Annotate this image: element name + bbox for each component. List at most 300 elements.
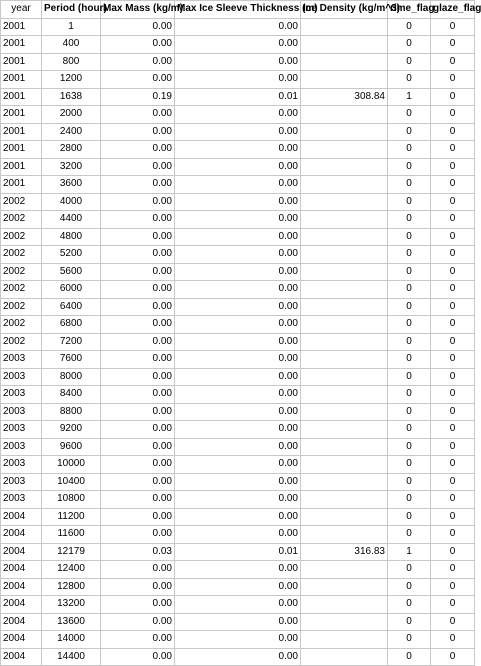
cell-period[interactable]: 2000 bbox=[42, 106, 101, 124]
cell-ice-density[interactable] bbox=[301, 263, 388, 281]
cell-period[interactable]: 7200 bbox=[42, 333, 101, 351]
table-row bbox=[1, 228, 475, 246]
table-row bbox=[1, 298, 475, 316]
cell-max-ice-sleeve-thickness[interactable]: 0.00 bbox=[175, 193, 301, 211]
cell-period[interactable]: 6800 bbox=[42, 316, 101, 334]
cell-period[interactable]: 10400 bbox=[42, 473, 101, 491]
cell-max-ice-sleeve-thickness[interactable]: 0.00 bbox=[175, 456, 301, 474]
cell-rime-flag[interactable]: 0 bbox=[388, 18, 431, 36]
cell-ice-density[interactable] bbox=[301, 386, 388, 404]
cell-rime-flag[interactable]: 0 bbox=[388, 631, 431, 649]
cell-max-mass[interactable]: 0.00 bbox=[101, 141, 175, 159]
cell-glaze-flag[interactable]: 0 bbox=[431, 526, 475, 544]
cell-rime-flag[interactable]: 0 bbox=[388, 648, 431, 666]
cell-max-ice-sleeve-thickness[interactable]: 0.01 bbox=[175, 88, 301, 106]
cell-max-mass[interactable]: 0.00 bbox=[101, 438, 175, 456]
cell-max-mass[interactable]: 0.00 bbox=[101, 421, 175, 439]
table-row bbox=[1, 88, 475, 106]
cell-ice-density[interactable] bbox=[301, 561, 388, 579]
table-row bbox=[1, 351, 475, 369]
cell-max-mass[interactable]: 0.00 bbox=[101, 246, 175, 264]
table-row bbox=[1, 631, 475, 649]
table-row bbox=[1, 491, 475, 509]
cell-period[interactable]: 10800 bbox=[42, 491, 101, 509]
cell-rime-flag[interactable]: 0 bbox=[388, 193, 431, 211]
header-period[interactable]: Period (hour) bbox=[42, 1, 101, 19]
cell-max-mass[interactable]: 0.00 bbox=[101, 648, 175, 666]
cell-rime-flag[interactable]: 0 bbox=[388, 281, 431, 299]
cell-max-ice-sleeve-thickness[interactable]: 0.00 bbox=[175, 263, 301, 281]
header-row bbox=[1, 1, 475, 19]
cell-rime-flag[interactable]: 1 bbox=[388, 88, 431, 106]
cell-year[interactable]: 2004 bbox=[1, 613, 42, 631]
cell-max-mass[interactable]: 0.00 bbox=[101, 316, 175, 334]
cell-ice-density[interactable] bbox=[301, 351, 388, 369]
cell-period[interactable]: 12800 bbox=[42, 578, 101, 596]
cell-year[interactable]: 2004 bbox=[1, 561, 42, 579]
cell-max-ice-sleeve-thickness[interactable]: 0.00 bbox=[175, 36, 301, 54]
table-row bbox=[1, 106, 475, 124]
cell-year[interactable]: 2002 bbox=[1, 333, 42, 351]
cell-ice-density[interactable] bbox=[301, 456, 388, 474]
cell-max-mass[interactable]: 0.00 bbox=[101, 193, 175, 211]
cell-period[interactable]: 13600 bbox=[42, 613, 101, 631]
cell-max-ice-sleeve-thickness[interactable]: 0.00 bbox=[175, 473, 301, 491]
table-row bbox=[1, 18, 475, 36]
cell-period[interactable]: 8800 bbox=[42, 403, 101, 421]
cell-max-mass[interactable]: 0.00 bbox=[101, 281, 175, 299]
cell-max-mass[interactable]: 0.00 bbox=[101, 228, 175, 246]
cell-ice-density[interactable] bbox=[301, 141, 388, 159]
cell-year[interactable]: 2001 bbox=[1, 106, 42, 124]
cell-ice-density[interactable] bbox=[301, 281, 388, 299]
cell-max-mass[interactable]: 0.00 bbox=[101, 508, 175, 526]
table-row bbox=[1, 578, 475, 596]
cell-year[interactable]: 2004 bbox=[1, 596, 42, 614]
cell-ice-density[interactable] bbox=[301, 36, 388, 54]
cell-rime-flag[interactable]: 0 bbox=[388, 228, 431, 246]
cell-year[interactable]: 2003 bbox=[1, 368, 42, 386]
cell-max-ice-sleeve-thickness[interactable]: 0.00 bbox=[175, 351, 301, 369]
cell-year[interactable]: 2001 bbox=[1, 176, 42, 194]
cell-max-mass[interactable]: 0.00 bbox=[101, 53, 175, 71]
cell-max-mass[interactable]: 0.00 bbox=[101, 333, 175, 351]
cell-glaze-flag[interactable]: 0 bbox=[431, 648, 475, 666]
cell-glaze-flag[interactable]: 0 bbox=[431, 386, 475, 404]
header-rime-flag[interactable]: rime_flag bbox=[388, 1, 431, 19]
cell-max-mass[interactable]: 0.00 bbox=[101, 403, 175, 421]
table-row bbox=[1, 613, 475, 631]
cell-year[interactable]: 2001 bbox=[1, 18, 42, 36]
cell-max-ice-sleeve-thickness[interactable]: 0.00 bbox=[175, 246, 301, 264]
cell-rime-flag[interactable]: 0 bbox=[388, 71, 431, 89]
cell-rime-flag[interactable]: 0 bbox=[388, 386, 431, 404]
table-row bbox=[1, 526, 475, 544]
cell-ice-density[interactable] bbox=[301, 53, 388, 71]
table-row bbox=[1, 71, 475, 89]
cell-year[interactable]: 2003 bbox=[1, 473, 42, 491]
table-row bbox=[1, 263, 475, 281]
cell-year[interactable]: 2001 bbox=[1, 141, 42, 159]
cell-glaze-flag[interactable]: 0 bbox=[431, 193, 475, 211]
cell-glaze-flag[interactable]: 0 bbox=[431, 491, 475, 509]
cell-ice-density[interactable] bbox=[301, 333, 388, 351]
cell-period[interactable]: 9600 bbox=[42, 438, 101, 456]
table-row bbox=[1, 421, 475, 439]
cell-year[interactable]: 2003 bbox=[1, 491, 42, 509]
cell-year[interactable]: 2001 bbox=[1, 53, 42, 71]
cell-max-ice-sleeve-thickness[interactable]: 0.01 bbox=[175, 543, 301, 561]
cell-ice-density[interactable] bbox=[301, 403, 388, 421]
cell-rime-flag[interactable]: 0 bbox=[388, 491, 431, 509]
cell-glaze-flag[interactable]: 0 bbox=[431, 71, 475, 89]
cell-year[interactable]: 2004 bbox=[1, 648, 42, 666]
cell-year[interactable]: 2003 bbox=[1, 421, 42, 439]
cell-rime-flag[interactable]: 0 bbox=[388, 421, 431, 439]
cell-year[interactable]: 2004 bbox=[1, 508, 42, 526]
cell-max-ice-sleeve-thickness[interactable]: 0.00 bbox=[175, 648, 301, 666]
cell-max-ice-sleeve-thickness[interactable]: 0.00 bbox=[175, 578, 301, 596]
table-row bbox=[1, 403, 475, 421]
cell-ice-density[interactable] bbox=[301, 648, 388, 666]
cell-max-ice-sleeve-thickness[interactable]: 0.00 bbox=[175, 228, 301, 246]
table-row bbox=[1, 176, 475, 194]
table-row bbox=[1, 438, 475, 456]
cell-glaze-flag[interactable]: 0 bbox=[431, 106, 475, 124]
table-row bbox=[1, 281, 475, 299]
cell-glaze-flag[interactable]: 0 bbox=[431, 36, 475, 54]
cell-max-mass[interactable]: 0.00 bbox=[101, 491, 175, 509]
cell-rime-flag[interactable]: 0 bbox=[388, 613, 431, 631]
cell-glaze-flag[interactable]: 0 bbox=[431, 403, 475, 421]
cell-max-mass[interactable]: 0.00 bbox=[101, 578, 175, 596]
cell-period[interactable]: 6400 bbox=[42, 298, 101, 316]
cell-year[interactable]: 2001 bbox=[1, 36, 42, 54]
header-ice-density[interactable]: Ice Density (kg/m^3) bbox=[301, 1, 388, 19]
cell-glaze-flag[interactable]: 0 bbox=[431, 438, 475, 456]
cell-ice-density[interactable] bbox=[301, 228, 388, 246]
cell-ice-density[interactable] bbox=[301, 508, 388, 526]
cell-max-mass[interactable]: 0.00 bbox=[101, 123, 175, 141]
cell-period[interactable]: 14400 bbox=[42, 648, 101, 666]
cell-max-ice-sleeve-thickness[interactable]: 0.00 bbox=[175, 53, 301, 71]
cell-max-ice-sleeve-thickness[interactable]: 0.00 bbox=[175, 403, 301, 421]
cell-max-ice-sleeve-thickness[interactable]: 0.00 bbox=[175, 106, 301, 124]
cell-ice-density[interactable] bbox=[301, 368, 388, 386]
cell-glaze-flag[interactable]: 0 bbox=[431, 578, 475, 596]
cell-max-mass[interactable]: 0.00 bbox=[101, 263, 175, 281]
cell-year[interactable]: 2002 bbox=[1, 211, 42, 229]
cell-rime-flag[interactable]: 0 bbox=[388, 351, 431, 369]
cell-period[interactable]: 9200 bbox=[42, 421, 101, 439]
cell-period[interactable]: 800 bbox=[42, 53, 101, 71]
cell-max-ice-sleeve-thickness[interactable]: 0.00 bbox=[175, 333, 301, 351]
cell-max-mass[interactable]: 0.19 bbox=[101, 88, 175, 106]
cell-period[interactable]: 2800 bbox=[42, 141, 101, 159]
cell-ice-density[interactable] bbox=[301, 193, 388, 211]
cell-glaze-flag[interactable]: 0 bbox=[431, 368, 475, 386]
cell-ice-density[interactable] bbox=[301, 211, 388, 229]
cell-glaze-flag[interactable]: 0 bbox=[431, 246, 475, 264]
cell-period[interactable]: 8000 bbox=[42, 368, 101, 386]
table-row bbox=[1, 193, 475, 211]
cell-rime-flag[interactable]: 0 bbox=[388, 298, 431, 316]
cell-year[interactable]: 2001 bbox=[1, 158, 42, 176]
cell-rime-flag[interactable]: 0 bbox=[388, 578, 431, 596]
cell-max-ice-sleeve-thickness[interactable]: 0.00 bbox=[175, 421, 301, 439]
cell-period[interactable]: 12179 bbox=[42, 543, 101, 561]
cell-ice-density[interactable] bbox=[301, 158, 388, 176]
cell-rime-flag[interactable]: 0 bbox=[388, 176, 431, 194]
cell-ice-density[interactable] bbox=[301, 176, 388, 194]
cell-rime-flag[interactable]: 0 bbox=[388, 211, 431, 229]
table-row bbox=[1, 648, 475, 666]
cell-max-mass[interactable]: 0.00 bbox=[101, 386, 175, 404]
cell-year[interactable]: 2003 bbox=[1, 438, 42, 456]
cell-period[interactable]: 8400 bbox=[42, 386, 101, 404]
cell-max-ice-sleeve-thickness[interactable]: 0.00 bbox=[175, 71, 301, 89]
cell-glaze-flag[interactable]: 0 bbox=[431, 141, 475, 159]
cell-year[interactable]: 2002 bbox=[1, 246, 42, 264]
cell-max-ice-sleeve-thickness[interactable]: 0.00 bbox=[175, 438, 301, 456]
cell-ice-density[interactable] bbox=[301, 473, 388, 491]
cell-glaze-flag[interactable]: 0 bbox=[431, 421, 475, 439]
cell-rime-flag[interactable]: 0 bbox=[388, 106, 431, 124]
cell-max-ice-sleeve-thickness[interactable]: 0.00 bbox=[175, 176, 301, 194]
cell-ice-density[interactable] bbox=[301, 421, 388, 439]
cell-max-ice-sleeve-thickness[interactable]: 0.00 bbox=[175, 158, 301, 176]
cell-year[interactable]: 2002 bbox=[1, 228, 42, 246]
cell-max-mass[interactable]: 0.00 bbox=[101, 631, 175, 649]
cell-period[interactable]: 7600 bbox=[42, 351, 101, 369]
cell-rime-flag[interactable]: 0 bbox=[388, 263, 431, 281]
cell-max-ice-sleeve-thickness[interactable]: 0.00 bbox=[175, 561, 301, 579]
cell-glaze-flag[interactable]: 0 bbox=[431, 351, 475, 369]
cell-year[interactable]: 2003 bbox=[1, 386, 42, 404]
cell-year[interactable]: 2003 bbox=[1, 351, 42, 369]
cell-year[interactable]: 2004 bbox=[1, 631, 42, 649]
cell-ice-density[interactable] bbox=[301, 106, 388, 124]
cell-rime-flag[interactable]: 0 bbox=[388, 473, 431, 491]
header-glaze-flag[interactable]: glaze_flag bbox=[431, 1, 475, 19]
cell-max-ice-sleeve-thickness[interactable]: 0.00 bbox=[175, 123, 301, 141]
cell-max-mass[interactable]: 0.00 bbox=[101, 351, 175, 369]
cell-ice-density[interactable] bbox=[301, 596, 388, 614]
cell-glaze-flag[interactable]: 0 bbox=[431, 456, 475, 474]
cell-max-ice-sleeve-thickness[interactable]: 0.00 bbox=[175, 613, 301, 631]
cell-max-ice-sleeve-thickness[interactable]: 0.00 bbox=[175, 526, 301, 544]
cell-ice-density[interactable]: 308.84 bbox=[301, 88, 388, 106]
table-row bbox=[1, 211, 475, 229]
cell-year[interactable]: 2001 bbox=[1, 88, 42, 106]
cell-max-mass[interactable]: 0.00 bbox=[101, 473, 175, 491]
cell-max-mass[interactable]: 0.00 bbox=[101, 18, 175, 36]
cell-glaze-flag[interactable]: 0 bbox=[431, 18, 475, 36]
cell-period[interactable]: 6000 bbox=[42, 281, 101, 299]
cell-period[interactable]: 5600 bbox=[42, 263, 101, 281]
cell-period[interactable]: 12400 bbox=[42, 561, 101, 579]
header-year[interactable]: year bbox=[1, 1, 42, 19]
cell-glaze-flag[interactable]: 0 bbox=[431, 211, 475, 229]
cell-ice-density[interactable] bbox=[301, 246, 388, 264]
cell-rime-flag[interactable]: 0 bbox=[388, 508, 431, 526]
cell-max-mass[interactable]: 0.00 bbox=[101, 456, 175, 474]
cell-ice-density[interactable]: 316.83 bbox=[301, 543, 388, 561]
table-row bbox=[1, 508, 475, 526]
cell-glaze-flag[interactable]: 0 bbox=[431, 631, 475, 649]
cell-glaze-flag[interactable]: 0 bbox=[431, 281, 475, 299]
table-row bbox=[1, 473, 475, 491]
cell-max-ice-sleeve-thickness[interactable]: 0.00 bbox=[175, 316, 301, 334]
cell-rime-flag[interactable]: 0 bbox=[388, 438, 431, 456]
cell-max-mass[interactable]: 0.00 bbox=[101, 106, 175, 124]
cell-max-mass[interactable]: 0.00 bbox=[101, 158, 175, 176]
cell-period[interactable]: 4400 bbox=[42, 211, 101, 229]
cell-max-ice-sleeve-thickness[interactable]: 0.00 bbox=[175, 281, 301, 299]
cell-max-mass[interactable]: 0.00 bbox=[101, 176, 175, 194]
cell-year[interactable]: 2002 bbox=[1, 316, 42, 334]
cell-glaze-flag[interactable]: 0 bbox=[431, 298, 475, 316]
cell-rime-flag[interactable]: 0 bbox=[388, 158, 431, 176]
cell-glaze-flag[interactable]: 0 bbox=[431, 561, 475, 579]
cell-rime-flag[interactable]: 1 bbox=[388, 543, 431, 561]
cell-rime-flag[interactable]: 0 bbox=[388, 316, 431, 334]
cell-max-mass[interactable]: 0.00 bbox=[101, 561, 175, 579]
cell-ice-density[interactable] bbox=[301, 18, 388, 36]
cell-period[interactable]: 5200 bbox=[42, 246, 101, 264]
cell-rime-flag[interactable]: 0 bbox=[388, 123, 431, 141]
cell-ice-density[interactable] bbox=[301, 491, 388, 509]
table-row bbox=[1, 36, 475, 54]
table-row bbox=[1, 316, 475, 334]
cell-max-ice-sleeve-thickness[interactable]: 0.00 bbox=[175, 386, 301, 404]
header-max-ice-sleeve-thickness[interactable]: Max Ice Sleeve Thickness (m) bbox=[175, 1, 301, 19]
cell-year[interactable]: 2004 bbox=[1, 543, 42, 561]
cell-max-ice-sleeve-thickness[interactable]: 0.00 bbox=[175, 18, 301, 36]
cell-glaze-flag[interactable]: 0 bbox=[431, 613, 475, 631]
cell-max-mass[interactable]: 0.00 bbox=[101, 71, 175, 89]
cell-max-mass[interactable]: 0.00 bbox=[101, 211, 175, 229]
cell-max-mass[interactable]: 0.00 bbox=[101, 298, 175, 316]
cell-period[interactable]: 1200 bbox=[42, 71, 101, 89]
cell-rime-flag[interactable]: 0 bbox=[388, 561, 431, 579]
cell-glaze-flag[interactable]: 0 bbox=[431, 508, 475, 526]
table-row bbox=[1, 53, 475, 71]
cell-max-ice-sleeve-thickness[interactable]: 0.00 bbox=[175, 596, 301, 614]
cell-ice-density[interactable] bbox=[301, 316, 388, 334]
cell-glaze-flag[interactable]: 0 bbox=[431, 263, 475, 281]
cell-period[interactable]: 2400 bbox=[42, 123, 101, 141]
cell-year[interactable]: 2001 bbox=[1, 71, 42, 89]
cell-ice-density[interactable] bbox=[301, 123, 388, 141]
cell-period[interactable]: 3600 bbox=[42, 176, 101, 194]
cell-max-ice-sleeve-thickness[interactable]: 0.00 bbox=[175, 298, 301, 316]
cell-period[interactable]: 3200 bbox=[42, 158, 101, 176]
cell-year[interactable]: 2002 bbox=[1, 263, 42, 281]
cell-max-ice-sleeve-thickness[interactable]: 0.00 bbox=[175, 141, 301, 159]
cell-glaze-flag[interactable]: 0 bbox=[431, 88, 475, 106]
cell-glaze-flag[interactable]: 0 bbox=[431, 596, 475, 614]
cell-glaze-flag[interactable]: 0 bbox=[431, 176, 475, 194]
cell-ice-density[interactable] bbox=[301, 613, 388, 631]
cell-year[interactable]: 2004 bbox=[1, 526, 42, 544]
cell-rime-flag[interactable]: 0 bbox=[388, 246, 431, 264]
cell-year[interactable]: 2002 bbox=[1, 193, 42, 211]
cell-period[interactable]: 10000 bbox=[42, 456, 101, 474]
cell-glaze-flag[interactable]: 0 bbox=[431, 333, 475, 351]
cell-max-mass[interactable]: 0.03 bbox=[101, 543, 175, 561]
cell-period[interactable]: 11600 bbox=[42, 526, 101, 544]
cell-max-mass[interactable]: 0.00 bbox=[101, 526, 175, 544]
cell-period[interactable]: 400 bbox=[42, 36, 101, 54]
table-row bbox=[1, 386, 475, 404]
cell-year[interactable]: 2002 bbox=[1, 281, 42, 299]
cell-period[interactable]: 14000 bbox=[42, 631, 101, 649]
cell-max-mass[interactable]: 0.00 bbox=[101, 36, 175, 54]
cell-period[interactable]: 11200 bbox=[42, 508, 101, 526]
cell-year[interactable]: 2002 bbox=[1, 298, 42, 316]
cell-ice-density[interactable] bbox=[301, 298, 388, 316]
cell-max-ice-sleeve-thickness[interactable]: 0.00 bbox=[175, 508, 301, 526]
cell-period[interactable]: 4800 bbox=[42, 228, 101, 246]
cell-rime-flag[interactable]: 0 bbox=[388, 53, 431, 71]
cell-rime-flag[interactable]: 0 bbox=[388, 141, 431, 159]
cell-period[interactable]: 1638 bbox=[42, 88, 101, 106]
cell-year[interactable]: 2001 bbox=[1, 123, 42, 141]
cell-glaze-flag[interactable]: 0 bbox=[431, 158, 475, 176]
cell-glaze-flag[interactable]: 0 bbox=[431, 543, 475, 561]
cell-ice-density[interactable] bbox=[301, 438, 388, 456]
table-row bbox=[1, 543, 475, 561]
cell-rime-flag[interactable]: 0 bbox=[388, 596, 431, 614]
cell-ice-density[interactable] bbox=[301, 578, 388, 596]
cell-year[interactable]: 2004 bbox=[1, 578, 42, 596]
cell-rime-flag[interactable]: 0 bbox=[388, 333, 431, 351]
cell-glaze-flag[interactable]: 0 bbox=[431, 228, 475, 246]
table-row bbox=[1, 456, 475, 474]
cell-glaze-flag[interactable]: 0 bbox=[431, 123, 475, 141]
table-row bbox=[1, 123, 475, 141]
cell-period[interactable]: 4000 bbox=[42, 193, 101, 211]
cell-max-mass[interactable]: 0.00 bbox=[101, 368, 175, 386]
cell-rime-flag[interactable]: 0 bbox=[388, 456, 431, 474]
table-row bbox=[1, 561, 475, 579]
cell-ice-density[interactable] bbox=[301, 526, 388, 544]
cell-rime-flag[interactable]: 0 bbox=[388, 526, 431, 544]
cell-ice-density[interactable] bbox=[301, 631, 388, 649]
cell-glaze-flag[interactable]: 0 bbox=[431, 316, 475, 334]
cell-period[interactable]: 13200 bbox=[42, 596, 101, 614]
cell-rime-flag[interactable]: 0 bbox=[388, 368, 431, 386]
cell-rime-flag[interactable]: 0 bbox=[388, 403, 431, 421]
table-row bbox=[1, 158, 475, 176]
cell-year[interactable]: 2003 bbox=[1, 403, 42, 421]
cell-ice-density[interactable] bbox=[301, 71, 388, 89]
cell-max-mass[interactable]: 0.00 bbox=[101, 596, 175, 614]
cell-glaze-flag[interactable]: 0 bbox=[431, 53, 475, 71]
cell-max-ice-sleeve-thickness[interactable]: 0.00 bbox=[175, 631, 301, 649]
table-row bbox=[1, 368, 475, 386]
cell-period[interactable]: 1 bbox=[42, 18, 101, 36]
cell-max-ice-sleeve-thickness[interactable]: 0.00 bbox=[175, 211, 301, 229]
cell-max-ice-sleeve-thickness[interactable]: 0.00 bbox=[175, 368, 301, 386]
cell-max-ice-sleeve-thickness[interactable]: 0.00 bbox=[175, 491, 301, 509]
cell-glaze-flag[interactable]: 0 bbox=[431, 473, 475, 491]
cell-year[interactable]: 2003 bbox=[1, 456, 42, 474]
cell-rime-flag[interactable]: 0 bbox=[388, 36, 431, 54]
cell-max-mass[interactable]: 0.00 bbox=[101, 613, 175, 631]
header-max-mass[interactable]: Max Mass (kg/m) bbox=[101, 1, 175, 19]
